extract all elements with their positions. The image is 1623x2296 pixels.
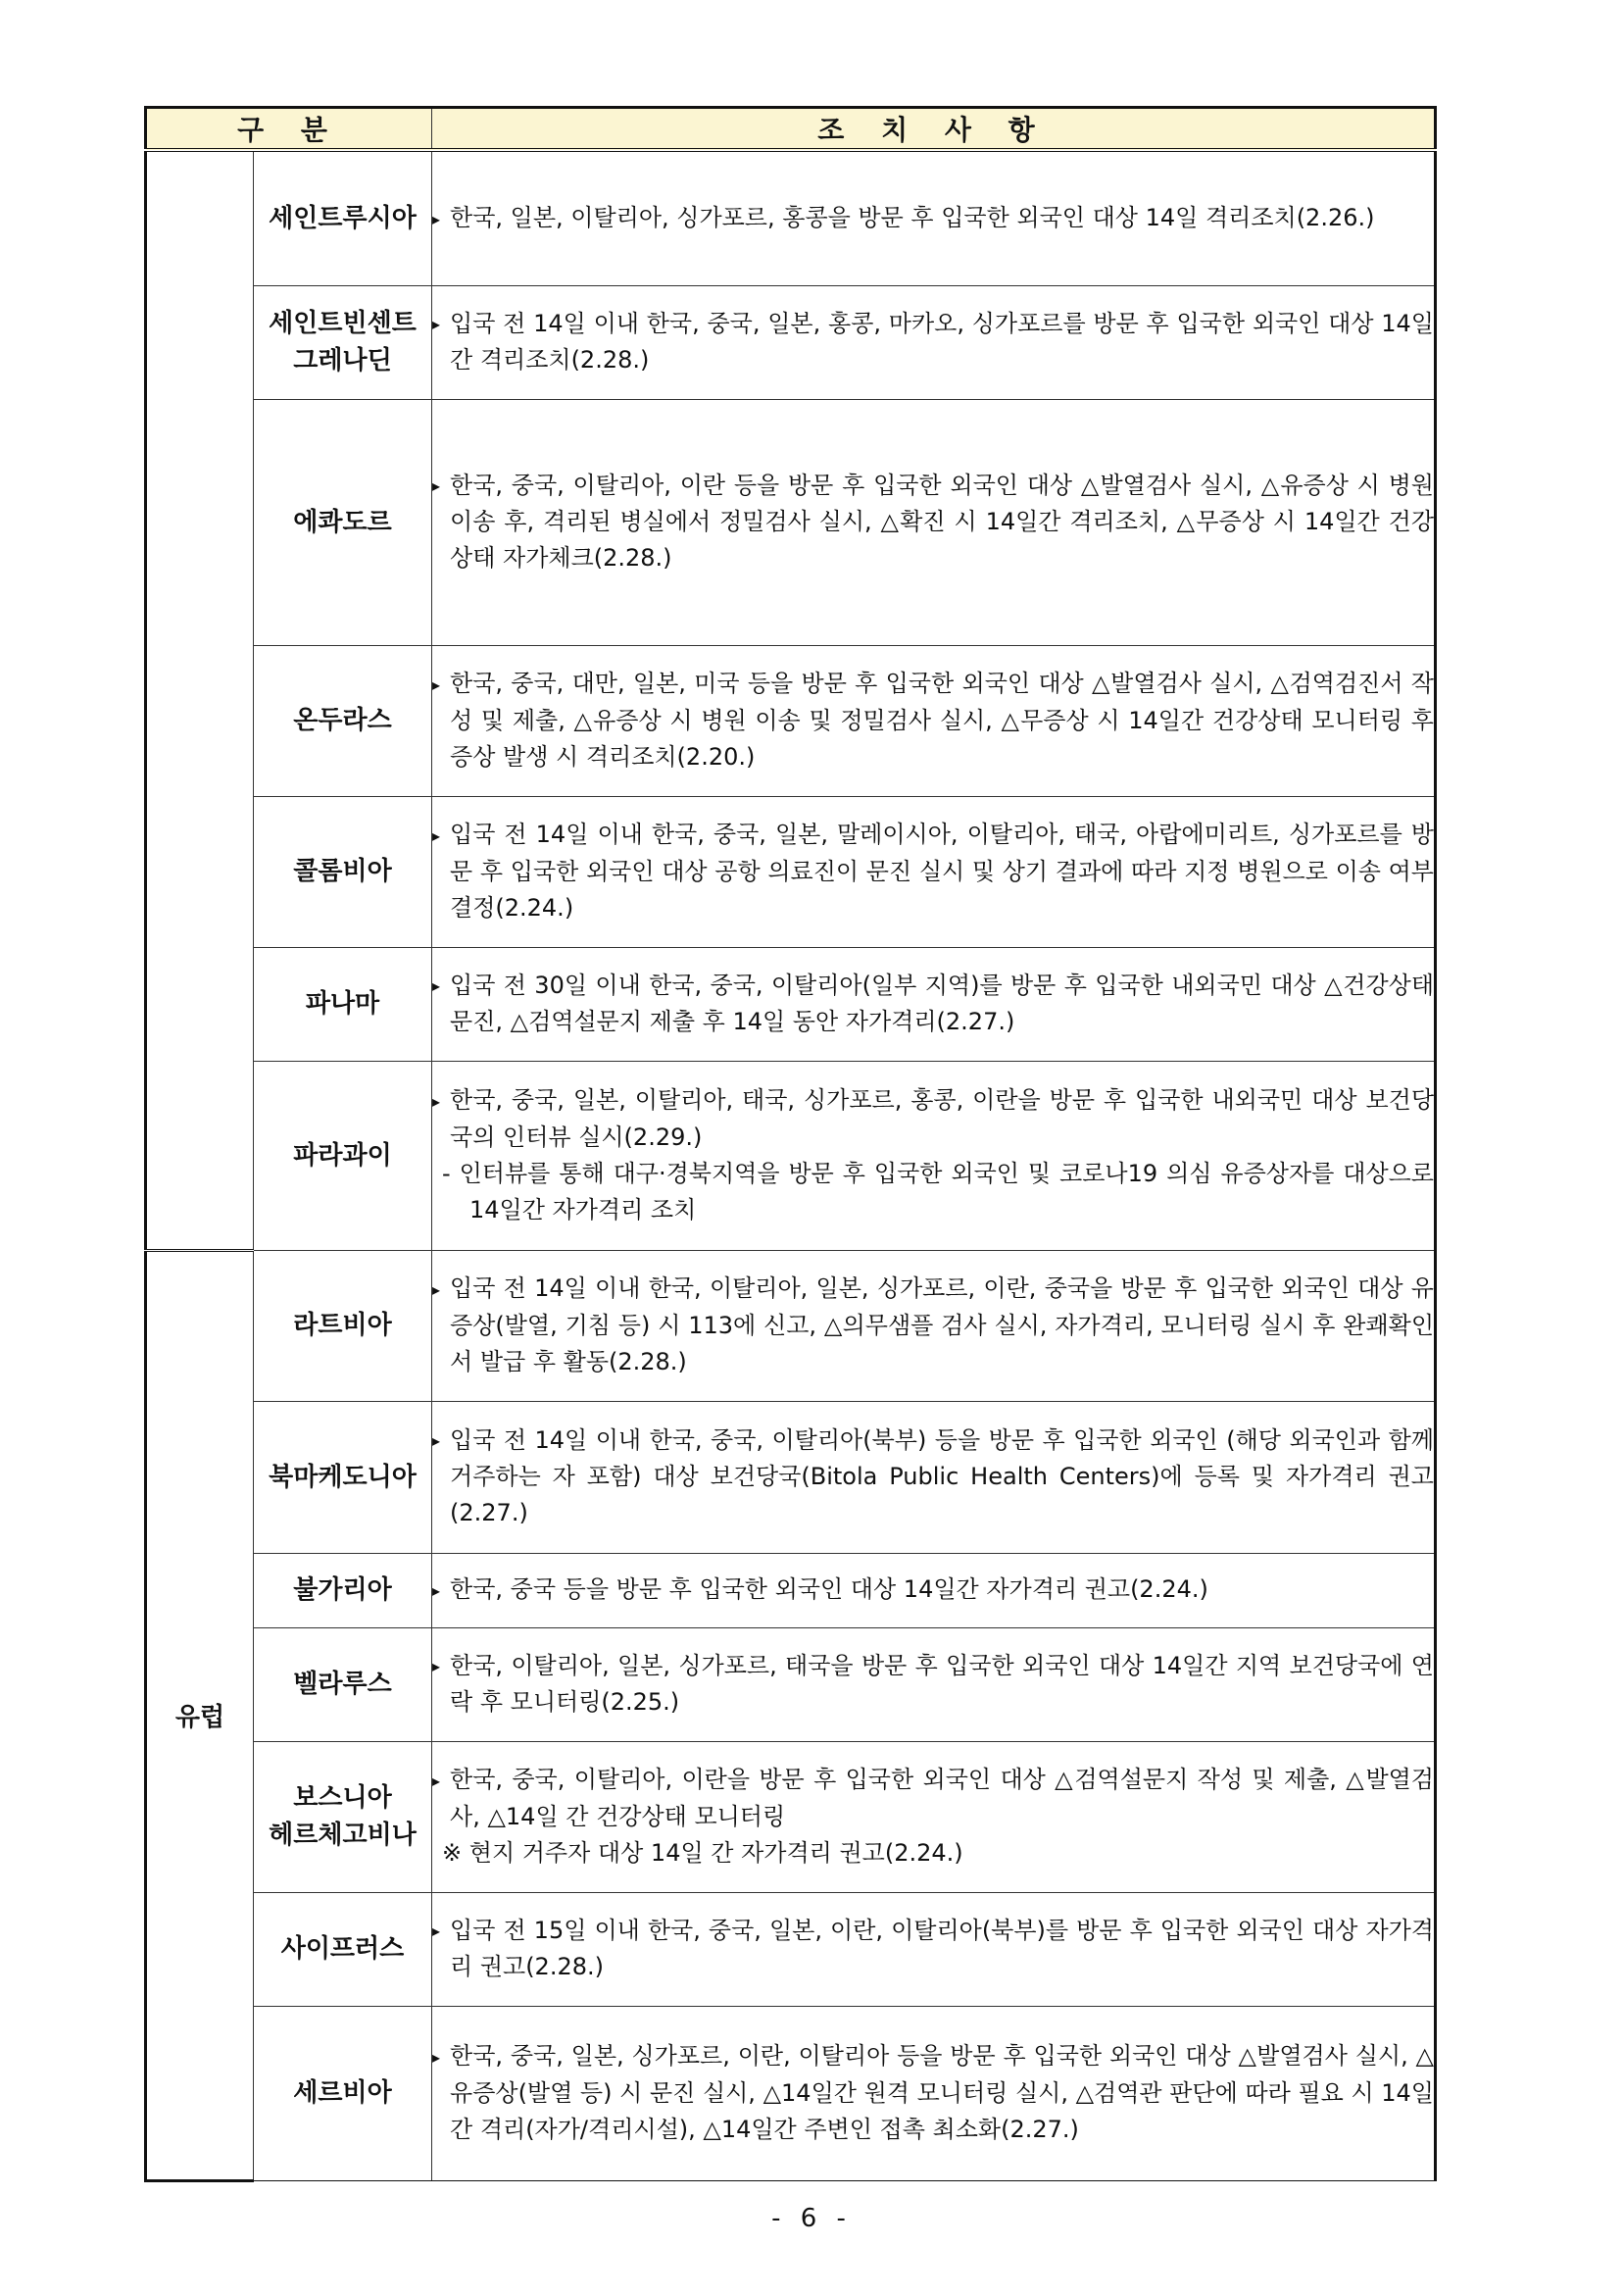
triangle-right-icon: ▸ [432, 1431, 441, 1451]
measure-text: ▸ 한국, 일본, 이탈리아, 싱가포르, 홍콩을 방문 후 입국한 외국인 대상 14일 격리조치(2.26.) [432, 150, 1436, 285]
triangle-right-icon: ▸ [432, 1580, 441, 1600]
measure-text: ▸ 입국 전 14일 이내 한국, 중국, 일본, 홍콩, 마카오, 싱가포르를 방문 후 입국한 외국인 대상 14일간 격리조치(2.28.) [432, 285, 1436, 399]
sub-note: - 인터뷰를 통해 대구·경북지역을 방문 후 입국한 외국인 및 코로나19 의심 유증상자를 대상으로 14일간 자가격리 조치 [442, 1159, 1434, 1223]
country-name: 에콰도르 [254, 399, 432, 645]
table-row [146, 150, 1436, 285]
table-row [146, 645, 1436, 796]
triangle-right-icon: ▸ [432, 674, 441, 694]
region-cell-europe: 유럽 [146, 1250, 254, 2180]
measure-text: ▸ 입국 전 14일 이내 한국, 중국, 일본, 말레이시아, 이탈리아, 태국, 아랍에미리트, 싱가포르를 방문 후 입국한 외국인 대상 공항 의료진이 문진 실시 및 상기 결과에 따라 지정 병원으로 이송 여부 결정(2.24.) [432, 796, 1436, 947]
table-row [146, 947, 1436, 1061]
triangle-right-icon: ▸ [432, 825, 441, 845]
measure-text: ▸ 한국, 중국, 일본, 싱가포르, 이란, 이탈리아 등을 방문 후 입국한 외국인 대상 △발열검사 실시, △ 유증상(발열 등) 시 문진 실시, △14일간 원격 모니터링 실시, △검역관 판단에 따라 필요 시 14일간 격리(자가/격리시설), △14일간 주변인 접촉 최소화(2.27.) [432, 2006, 1436, 2180]
table-row [146, 399, 1436, 645]
measure-text: ▸ 한국, 중국, 이탈리아, 이란 등을 방문 후 입국한 외국인 대상 △발열검사 실시, △유증상 시 병원 이송 후, 격리된 병실에서 정밀검사 실시, △확진 시 14일간 격리조치, △무증상 시 14일간 건강상태 자가체크(2.28.) [432, 399, 1436, 645]
triangle-right-icon: ▸ [432, 476, 441, 496]
country-name: 보스니아 헤르체고비나 [254, 1741, 432, 1892]
country-name: 콜롬비아 [254, 796, 432, 947]
region-cell-americas [146, 150, 254, 1250]
measures-table [144, 106, 1437, 2182]
measure-text: ▸ 한국, 이탈리아, 일본, 싱가포르, 태국을 방문 후 입국한 외국인 대상 14일간 지역 보건당국에 연락 후 모니터링(2.25.) [432, 1627, 1436, 1741]
table-row [146, 1892, 1436, 2006]
measure-text: ▸ 한국, 중국, 이탈리아, 이란을 방문 후 입국한 외국인 대상 △검역설문지 작성 및 제출, △발열검사, △14일 간 건강상태 모니터링 ※ 현지 거주자 대상 14일 간 자가격리 권고(2.24.) [432, 1741, 1436, 1892]
measure-text: ▸ 한국, 중국, 대만, 일본, 미국 등을 방문 후 입국한 외국인 대상 △발열검사 실시, △검역검진서 작성 및 제출, △유증상 시 병원 이송 및 정밀검사 실시, △무증상 시 14일간 건강상태 모니터링 후 증상 발생 시 격리조치(2.20.) [432, 645, 1436, 796]
country-name: 벨라루스 [254, 1627, 432, 1741]
triangle-right-icon: ▸ [432, 2047, 441, 2067]
country-name: 세인트빈센트 그레나딘 [254, 285, 432, 399]
triangle-right-icon: ▸ [432, 315, 441, 334]
country-name: 온두라스 [254, 645, 432, 796]
measure-text: ▸ 입국 전 14일 이내 한국, 중국, 이탈리아(북부) 등을 방문 후 입국한 외국인 (해당 외국인과 함께 거주하는 자 포함) 대상 보건당국(Bitola Public Health Centers)에 등록 및 자가격리 권고(2.27.) [432, 1401, 1436, 1553]
table-row [146, 285, 1436, 399]
country-name: 세르비아 [254, 2006, 432, 2180]
country-name: 파라과이 [254, 1061, 432, 1250]
country-name: 세인트루시아 [254, 150, 432, 285]
table-row [146, 1627, 1436, 1741]
triangle-right-icon: ▸ [432, 1922, 441, 1941]
header-category: 구 분 [146, 108, 432, 151]
sub-note: ※ 현지 거주자 대상 14일 간 자가격리 권고(2.24.) [442, 1838, 963, 1867]
table-row [146, 1741, 1436, 1892]
country-name: 불가리아 [254, 1553, 432, 1627]
table-row [146, 796, 1436, 947]
measure-text: ▸ 한국, 중국 등을 방문 후 입국한 외국인 대상 14일간 자가격리 권고(2.24.) [432, 1553, 1436, 1627]
table-row [146, 1401, 1436, 1553]
triangle-right-icon: ▸ [432, 976, 441, 996]
table-row [146, 1553, 1436, 1627]
header-measures: 조 치 사 항 [432, 108, 1436, 151]
table-row [146, 1061, 1436, 1250]
country-name: 라트비아 [254, 1250, 432, 1401]
triangle-right-icon: ▸ [432, 1091, 441, 1111]
measure-text: ▸ 입국 전 30일 이내 한국, 중국, 이탈리아(일부 지역)를 방문 후 입국한 내외국민 대상 △건강상태 문진, △검역설문지 제출 후 14일 동안 자가격리(2.27.) [432, 947, 1436, 1061]
country-name: 사이프러스 [254, 1892, 432, 2006]
country-name: 북마케도니아 [254, 1401, 432, 1553]
measure-text: ▸ 입국 전 14일 이내 한국, 이탈리아, 일본, 싱가포르, 이란, 중국을 방문 후 입국한 외국인 대상 유증상(발열, 기침 등) 시 113에 신고, △의무샘플 검사 실시, 자가격리, 모니터링 실시 후 완쾌확인서 발급 후 활동(2.28.) [432, 1250, 1436, 1401]
measure-text: ▸ 입국 전 15일 이내 한국, 중국, 일본, 이란, 이탈리아(북부)를 방문 후 입국한 외국인 대상 자가격리 권고(2.28.) [432, 1892, 1436, 2006]
triangle-right-icon: ▸ [432, 1279, 441, 1299]
page-number: - 6 - [771, 2204, 852, 2233]
triangle-right-icon: ▸ [432, 1657, 441, 1676]
triangle-right-icon: ▸ [432, 209, 441, 228]
table-row [146, 1250, 1436, 1401]
measure-text: ▸ 한국, 중국, 일본, 이탈리아, 태국, 싱가포르, 홍콩, 이란을 방문 후 입국한 내외국민 대상 보건당국의 인터뷰 실시(2.29.) - 인터뷰를 통해 대구·경북지역을 방문 후 입국한 외국인 및 코로나19 의심 유증상자를 대상으로 14일간 자가격리 조치 [432, 1061, 1436, 1250]
triangle-right-icon: ▸ [432, 1771, 441, 1790]
table-row [146, 2006, 1436, 2180]
country-name: 파나마 [254, 947, 432, 1061]
table-header-row [146, 108, 1436, 151]
